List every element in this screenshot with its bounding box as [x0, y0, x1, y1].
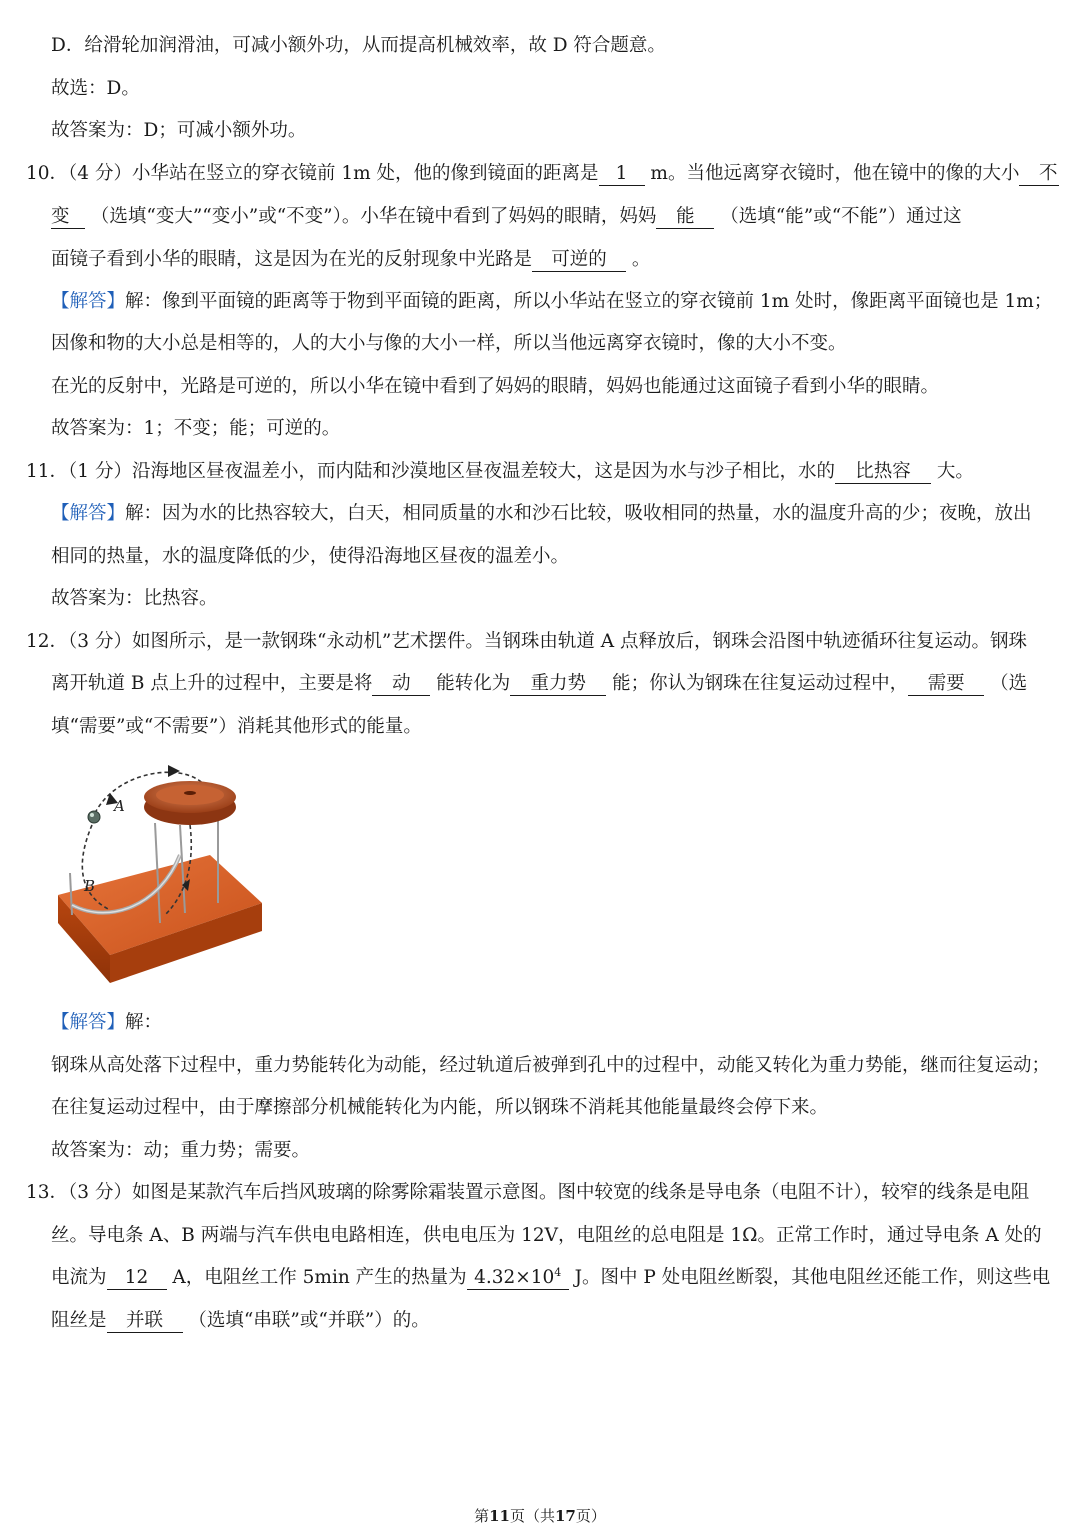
q12-solution-head	[51, 1010, 162, 1036]
q10-blank-2b: 变	[51, 206, 85, 229]
q10-text: 面镜子看到小华的眼睛，这是因为在光的反射现象中光路是	[51, 249, 533, 270]
q12-line-2	[51, 671, 1027, 697]
q11-text: 11．（1 分）沿海地区昼夜温差小，而内陆和沙漠地区昼夜温差较大，这是因为水与沙子相比，水的	[26, 461, 835, 482]
q11-answer: 故答案为：比热容。	[51, 588, 218, 609]
q10-line-3	[51, 247, 650, 273]
q10-line-2	[51, 204, 962, 230]
q11-line-1	[26, 459, 974, 485]
q11-blank-1: 比热容	[835, 461, 931, 484]
q12-solution-2: 在往复运动过程中，由于摩擦部分机械能转化为内能，所以钢珠不消耗其他能量最终会停下来。	[51, 1097, 829, 1118]
q12-answer: 故答案为：动；重力势；需要。	[51, 1140, 311, 1161]
q12-text: 离开轨道 B 点上升的过程中，主要是将	[51, 673, 373, 694]
q10-blank-3: 能	[656, 206, 714, 229]
q13-blank-2-exponent: 4	[554, 1265, 562, 1279]
label-b: B	[84, 877, 96, 895]
q12-solution-text: 解：	[125, 1012, 163, 1033]
solution-tag: 【解答】	[51, 503, 126, 524]
ornament-illustration	[50, 755, 270, 985]
dish-hole	[184, 791, 196, 795]
q13-line-4	[51, 1308, 430, 1334]
q10-answer: 故答案为：1；不变；能；可逆的。	[51, 418, 341, 439]
q9-choice: 故选：D。	[51, 78, 140, 99]
page-footer	[0, 1506, 1080, 1526]
q12-blank-1: 动	[372, 673, 430, 696]
label-a: A	[114, 797, 125, 815]
q10-blank-1: 1	[599, 163, 645, 186]
solution-tag: 【解答】	[51, 1012, 126, 1033]
q13-blank-1: 12	[107, 1267, 167, 1290]
q12-solution-1: 钢珠从高处落下过程中，重力势能转化为动能，经过轨道后被弹到孔中的过程中，动能又转化为重力势能，继而往复运动；	[51, 1055, 1051, 1076]
q13-text: 阻丝是	[51, 1310, 107, 1331]
q12-line-1: 12．（3 分）如图所示，是一款钢珠“永动机”艺术摆件。当钢珠由轨道 A 点释放后，钢珠会沿图中轨迹循环往复运动。钢珠	[26, 631, 1027, 652]
q10-text: m。当他远离穿衣镜时，他在镜中的像的大小	[644, 163, 1020, 184]
q9-option-d: D．给滑轮加润滑油，可减小额外功，从而提高机械效率，故 D 符合题意。	[51, 35, 666, 56]
q10-solution-2: 因像和物的大小总是相等的，人的大小与像的大小一样，所以当他远离穿衣镜时，像的大小不变。	[51, 333, 847, 354]
q13-line-2: 丝。导电条 A、B 两端与汽车供电电路相连，供电电压为 12V，电阻丝的总电阻是 1Ω。正常工作时，通过导电条 A 处的	[51, 1225, 1042, 1246]
q12-text: 能转化为	[436, 673, 511, 694]
q13-text: A，电阻丝工作 5min 产生的热量为	[172, 1267, 467, 1288]
q13-text: 电流为	[51, 1267, 107, 1288]
q11-solution-2: 相同的热量，水的温度降低的少，使得沿海地区昼夜的温差小。	[51, 546, 570, 567]
q10-text: 10．（4 分）小华站在竖立的穿衣镜前 1m 处，他的像到镜面的距离是	[26, 163, 599, 184]
q13-text: （选填“串联”或“并联”）的。	[188, 1310, 430, 1331]
q11-solution-1	[51, 501, 1032, 527]
perpetual-motion-figure	[50, 755, 270, 985]
q13-blank-2-base: 4.32×10	[474, 1267, 555, 1288]
q13-blank-3: 并联	[107, 1310, 183, 1333]
steel-ball-highlight	[90, 813, 94, 817]
q12-text: （选	[990, 673, 1028, 694]
q10-text: （选填“能”或“不能”）通过这	[720, 206, 962, 227]
q12-line-3: 填“需要”或“不需要”）消耗其他形式的能量。	[51, 716, 422, 737]
q10-blank-2a: 不	[1019, 163, 1059, 186]
solution-tag: 【解答】	[51, 291, 126, 312]
q10-solution-1	[51, 289, 1052, 315]
arrow-icon	[168, 765, 180, 777]
q12-blank-3: 需要	[908, 673, 984, 696]
total-page-count: 17	[555, 1507, 576, 1525]
q10-solution-text: 解：像到平面镜的距离等于物到平面镜的距离，所以小华站在竖立的穿衣镜前 1m 处时，像距离平面镜也是 1m；	[125, 291, 1053, 312]
q10-line-1	[26, 161, 1059, 187]
footer-text: 页）	[575, 1507, 606, 1525]
footer-text: 页（共	[509, 1507, 555, 1525]
q13-line-1: 13．（3 分）如图是某款汽车后挡风玻璃的除雾除霜装置示意图。图中较宽的线条是导电条（电阻不计），较窄的线条是电阻	[26, 1182, 1030, 1203]
q13-text: J。图中 P 处电阻丝断裂，其他电阻丝还能工作，则这些电	[574, 1267, 1051, 1288]
q10-solution-3: 在光的反射中，光路是可逆的，所以小华在镜中看到了妈妈的眼睛，妈妈也能通过这面镜子看到小华的眼睛。	[51, 376, 940, 397]
q11-text: 大。	[936, 461, 974, 482]
q10-text: （选填“变大”“变小”或“不变”）。小华在镜中看到了妈妈的眼睛，妈妈	[90, 206, 657, 227]
q10-blank-4: 可逆的	[532, 249, 626, 272]
q12-blank-2: 重力势	[510, 673, 606, 696]
q11-solution-text: 解：因为水的比热容较大，白天，相同质量的水和沙石比较，吸收相同的热量，水的温度升高的少；夜晚，放出	[125, 503, 1032, 524]
current-page-number: 11	[489, 1507, 510, 1525]
q9-answer: 故答案为：D；可减小额外功。	[51, 120, 307, 141]
footer-text: 第	[474, 1507, 490, 1525]
q13-line-3	[51, 1265, 1050, 1291]
q10-text: 。	[631, 249, 651, 270]
steel-ball	[88, 811, 100, 823]
q13-blank-2	[467, 1267, 569, 1290]
q12-text: 能；你认为钢珠在往复运动过程中，	[612, 673, 909, 694]
